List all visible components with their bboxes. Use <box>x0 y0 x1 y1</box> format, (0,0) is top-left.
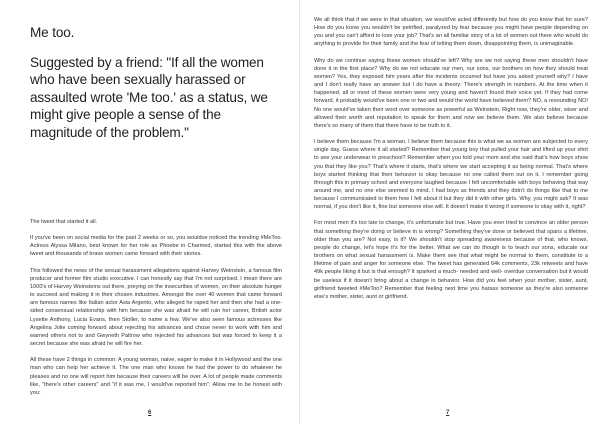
quote-line-suggestion: Suggested by a friend: "If all the women who have been sexually harassed or assaulted wrote 'Me too.' as a status, we might give people a sense of the magnitude of the problem." <box>30 54 268 140</box>
paragraph: If you've been on social media for the past 2 weeks or so, you wouldve noticed the trending #MeToo. Actress Alyssa Milano, best known for her role as Phoebe in Charmed, started this with the above tweet and thousands of brave women came forward with their stories. <box>30 235 282 258</box>
paragraph: We all think that if we were in that situation, we would've acted differently but how do you know that for sure? How do you know you wouldn't be petrified, paralyzed by fear because you might have people depending on you and you can't afford to lose your job? That's an all familiar story of a lot of women out there who would do anything to provide for their family and the fear of letting them down, disappointing them, is unimaginable. <box>314 17 588 48</box>
right-body-text <box>314 16 588 309</box>
left-body-text <box>30 218 282 405</box>
right-page <box>300 0 600 424</box>
tweet-quote <box>30 24 285 151</box>
paragraph: For most men it's too late to change, it's unfortunate but true. Have you ever tried to convince an older person that something they're doing or believe in is wrong? Something they've done or believed that spans a lifetime, older than you are? Not easy, is it? We shouldn't stop spreading awareness because of that, who knows, people do change, let's hope it's for the better. What we can do though is to teach our sons, educate our brothers on what sexual harassment is. Make them see that what might be normal to them, constitute to a lifetime of pain and anger for someone else. The tweet has generated 64k comments, 23k retweets and have 49k people liking it but is that enough? It sparked a much- needed and well- overdue conversation but it would be useless if it doesn't bring about a change in behavior. How did you feel when your mother, sister, aunt, girlfriend tweeted #MeToo? Remember that feeling next time you harass someone as they're also someone else's mother, sister, aunt or girlfriend. <box>314 220 588 300</box>
page-number-right: 7 <box>446 410 450 416</box>
paragraph: This followed the news of the sexual harassment allegations against Harvey Weinstein, a famous film producer and former film studio executive. I can honestly say that I'm not surprised. I mean there are 1000's of Harvey Weinsteins out there, preying on the insecurities of women, on their absolute hunger to succeed and making it in their chosen industries. Amongst the over 40 women that came forward are famous names like Italian actor Asia Argento, who alleged he raped her and then she had a one-sided consensual relationship with him because she was afraid he will ruin her career, British actor Lysette Anthony, Lucia Evans, then Stoller, to name a few. We've also seen famous actresses like Angelina Jolie coming forward about rejecting his advances and chose never to work with him and warned others not to and Gwyneth Paltrow who rejected his advances but was forced to keep it a secret because she was afraid he will fire her. <box>30 267 282 348</box>
paragraph: Why do we continue saying these women should've left? Why are we not saying these men shouldn't have done it in the first place? Why do we not educate our men, our sons, our brothers on how they should treat women? Yes, they exposed him years after the incidents occurred but have you asked yourself why? I have and I don't really have an answer but I do have a theory: There's strength in numbers. At the time when it happened, all or most of these women were very young and haven't found their voice yet. If they had come forward, it probably would've been one or two and would the world have believed them? NO, a resounding NO! No one would've taken their word over someone as powerful as Weinstein. Right now, they're older, wiser and allowed their worth and reputation to speak for them and now we believe them. We also believe because there's so many of them that there have to be truth to it. <box>314 57 588 129</box>
paragraph: I believe them because I'm a woman. I believe them because this is what we as women are subjected to every single day. Guess where it all started? Remember that young boy that pulled your hair and lifted up your shirt to see your underwear in preschool? Remember when you told your mom and she said that's how boys show you that they like you? That's where it starts, that's where we start accepting it as being normal. That's where boys started thinking that their behavior is okay because no one called them out on it. I remember going through this in primary school and everyone laughed because I felt uncomfortable with boys behaving that way around me, and no one else seemed to mind. I had boys as friends and they didn't do things like that to me because I communicated to them how I felt about it but they did it with other girls. Why, you might ask? It was normal, if you don't like it, fine but someone else will. It doesn't make it wrong if someone is okay with it, right? <box>314 139 588 211</box>
quote-line-me-too: Me too. <box>30 25 75 40</box>
page-number-left: 6 <box>148 410 152 416</box>
paragraph: The tweet that started it all. <box>30 219 98 225</box>
paragraph: All these have 2 things in common: A young woman, naive, eager to make it in Hollywood and the one man who can help her achieve it. The one man who knows he had the power to do whatever he pleases and no one will report him because their careers will be over. A lot of people made comments like, "there's other careers" and "if it was me, I would've reported him". Allow me to be honest with you: <box>30 357 282 396</box>
